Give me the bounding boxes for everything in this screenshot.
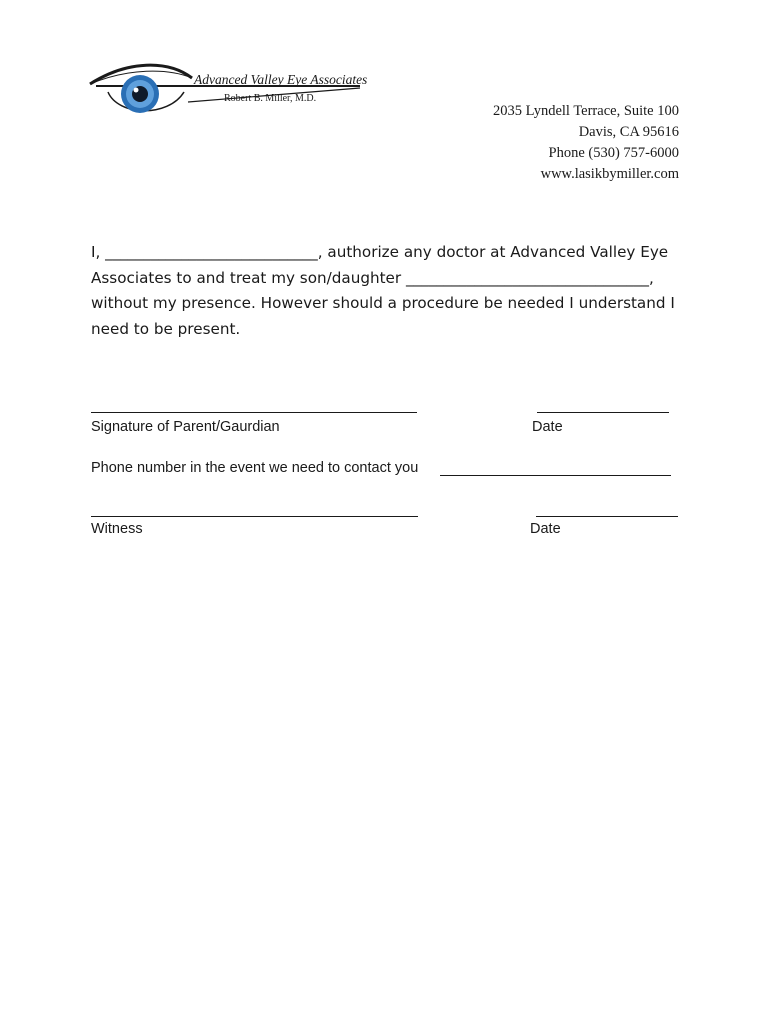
address-block	[493, 101, 679, 185]
address-line-2: Davis, CA 95616	[578, 124, 679, 140]
parent-date-label: Date	[532, 419, 563, 435]
parent-signature-line[interactable]	[91, 412, 417, 413]
eye-logo-icon	[88, 62, 368, 120]
phone-contact-label: Phone number in the event we need to contact you	[91, 460, 419, 476]
address-line-1: 2035 Lyndell Terrace, Suite 100	[493, 103, 679, 119]
parent-date-line[interactable]	[537, 412, 669, 413]
consent-line-2: Associates to and treat my son/daughter ________________________________,	[91, 268, 654, 287]
doctor-name: Robert B. Miller, M.D.	[224, 93, 317, 104]
consent-line-4: need to be present.	[91, 319, 241, 338]
witness-date-label: Date	[530, 521, 561, 537]
phone-number: Phone (530) 757-6000	[548, 145, 679, 161]
website-link[interactable]: www.lasikbymiller.com	[540, 166, 679, 182]
consent-line-1: I, ____________________________, authorize any doctor at Advanced Valley Eye	[91, 243, 669, 261]
consent-line-3: without my presence. However should a procedure be needed I understand I	[91, 294, 675, 312]
phone-contact-line[interactable]	[440, 475, 671, 476]
witness-signature-line[interactable]	[91, 516, 418, 517]
witness-date-line[interactable]	[536, 516, 678, 517]
parent-signature-label: Signature of Parent/Gaurdian	[91, 419, 280, 435]
practice-logo	[88, 62, 368, 120]
witness-label: Witness	[91, 521, 143, 537]
consent-paragraph	[91, 240, 691, 342]
practice-name: Advanced Valley Eye Associates	[194, 72, 368, 87]
